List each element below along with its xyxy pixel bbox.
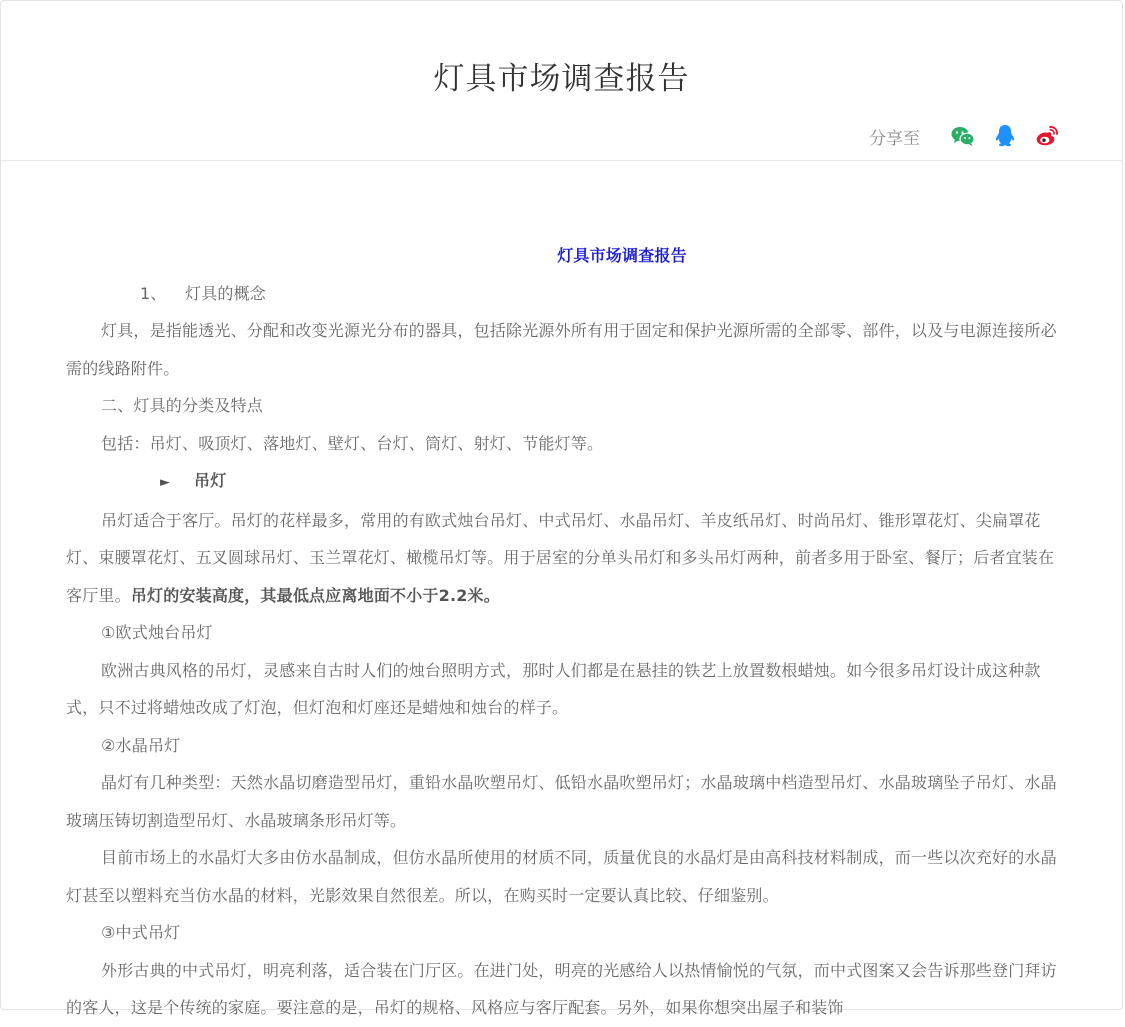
article-title: 灯具市场调查报告 (557, 246, 687, 265)
paragraph-4: 欧洲古典风格的吊灯，灵感来自古时人们的烛台照明方式，那时人们都是在悬挂的铁艺上放置数根蜡烛。如今很多吊灯设计成这种款式，只不过将蜡烛改成了灯泡，但灯泡和灯座还是蜡烛和烛台的样子。 (66, 660, 1041, 717)
article-body (66, 237, 1066, 1027)
arrow-bullet-icon: ► (160, 475, 171, 490)
subheading-european: ①欧式烛台吊灯 (101, 623, 213, 642)
qq-icon[interactable] (992, 123, 1018, 149)
paragraph-7: 外形古典的中式吊灯，明亮利落，适合装在门厅区。在进门处，明亮的光感给人以热情愉悦的气氛，而中式图案又会告诉那些登门拜访的客人，这是个传统的家庭。要注意的是，吊灯的规格、风格应与客厅配套。另外，如果你想突出屋子和装饰 (66, 960, 1057, 1017)
paragraph-5: 晶灯有几种类型：天然水晶切磨造型吊灯，重铅水晶吹塑吊灯、低铅水晶吹塑吊灯；水晶玻璃中档造型吊灯、水晶玻璃坠子吊灯、水晶玻璃压铸切割造型吊灯、水晶玻璃条形吊灯等。 (66, 773, 1057, 830)
section-1-heading (66, 275, 1066, 313)
section-2-heading: 二、灯具的分类及特点 (101, 396, 264, 415)
paragraph-2: 包括：吊灯、吸顶灯、落地灯、壁灯、台灯、筒灯、射灯、节能灯等。 (101, 433, 604, 453)
page-header (1, 1, 1122, 161)
paragraph-1: 灯具，是指能透光、分配和改变光源光分布的器具，包括除光源外所有用于固定和保护光源所需的全部零、部件，以及与电源连接所必需的线路附件。 (66, 321, 1057, 378)
section-3-heading (66, 462, 1066, 502)
subheading-chinese: ③中式吊灯 (101, 923, 181, 942)
section-3-title: 吊灯 (194, 471, 227, 490)
share-bar (869, 123, 1060, 149)
paragraph-3-text: 吊灯适合于客厅。吊灯的花样最多，常用的有欧式烛台吊灯、中式吊灯、水晶吊灯、羊皮纸吊灯、时尚吊灯、锥形罩花灯、尖扁罩花灯、束腰罩花灯、五叉圆球吊灯、玉兰罩花灯、橄榄吊灯等。用于居室的分单头吊灯和多头吊灯两种，前者多用于卧室、餐厅；后者宜装在客厅里。 (66, 510, 1055, 605)
paragraph-6: 目前市场上的水晶灯大多由仿水晶制成，但仿水晶所使用的材质不同，质量优良的水晶灯是由高科技材料制成，而一些以次充好的水晶灯甚至以塑料充当仿水晶的材料，光影效果自然很差。所以，在购买时一定要认真比较、仔细鉴别。 (66, 848, 1057, 905)
paragraph-3-bold: 吊灯的安装高度，其最低点应离地面不小于2.2米。 (130, 585, 500, 605)
paragraph-3 (66, 502, 1066, 615)
page-title: 灯具市场调查报告 (433, 61, 690, 97)
subheading-crystal: ②水晶吊灯 (101, 735, 181, 755)
wechat-icon[interactable] (950, 123, 976, 149)
share-label: 分享至 (869, 128, 920, 149)
section-1-title: 灯具的概念 (185, 283, 267, 303)
section-1-number: 1、 (140, 283, 167, 303)
weibo-icon[interactable] (1034, 123, 1060, 149)
